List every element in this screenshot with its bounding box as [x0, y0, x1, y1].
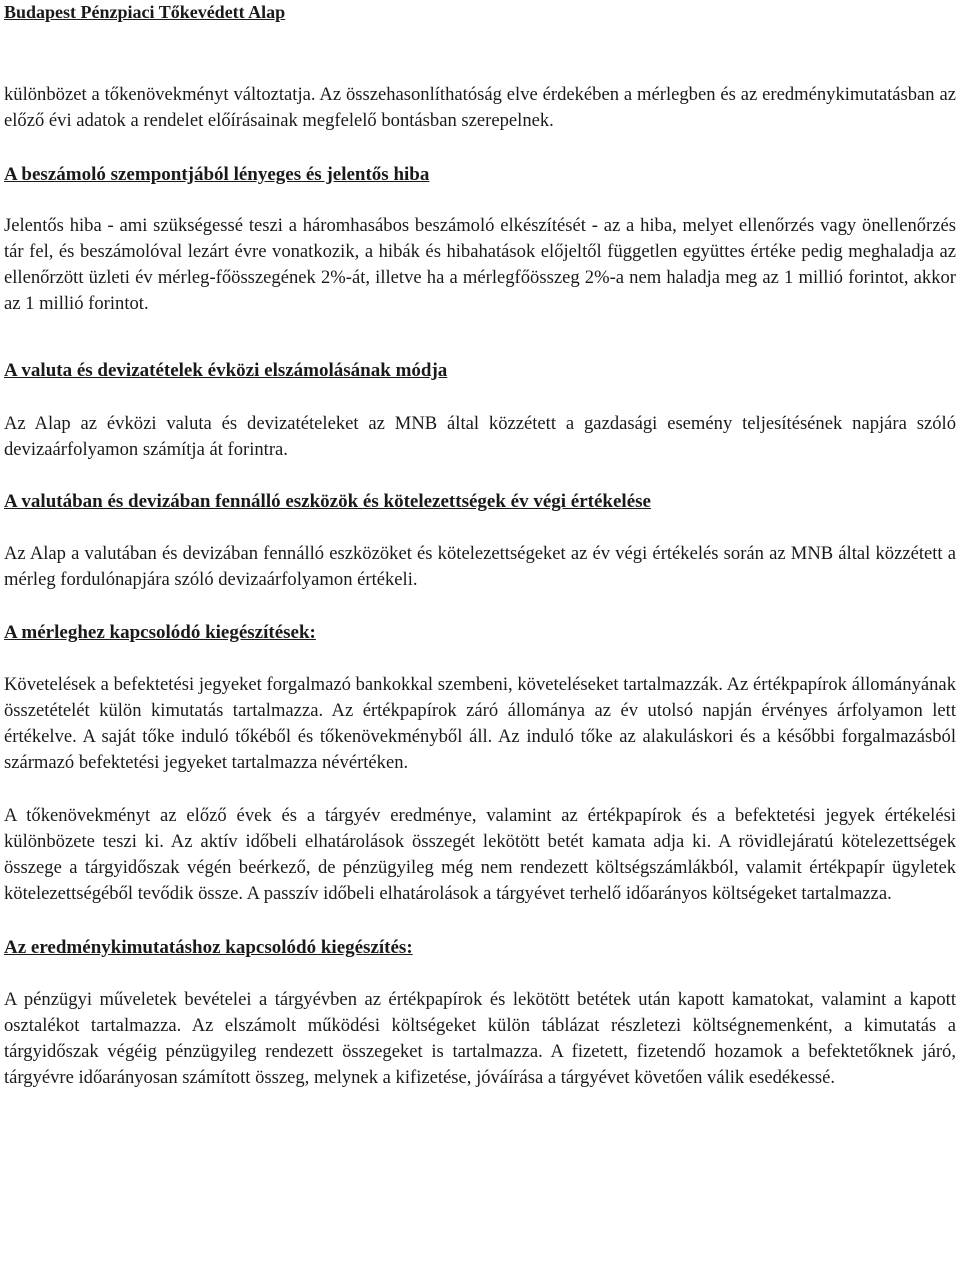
- paragraph-eredmenykimutatas: A pénzügyi műveletek bevételei a tárgyévben az értékpapírok és lekötött betétek után kapott kamatokat, valamint a kapott osztalékot tartalmazza. Az elszámolt működési költségeket külön táblázat részletezi költségnemenként, a kimutatás a tárgyidőszak végéig pénzügyileg rendezett összegeket is tartalmazza. A fizetett, fizetendő hozamok a befektetőknek járó, tárgyévre időarányosan számított összeg, melynek a kifizetése, jóváírása a tárgyévet követően válik esedékessé.: [4, 989, 956, 1088]
- paragraph-merleg-kiegeszitesek-1: Követelések a befektetési jegyeket forgalmazó bankokkal szembeni, követeléseket tartalmazzák. Az értékpapírok állományának összetételét külön kimutatás tartalmazza. Az értékpapírok záró állománya az év utolsó napján érvényes árfolyamon lett értékelve. A saját tőke induló tőkéből és tőkenövekményből áll. Az induló tőke az alakuláskori és a későbbi forgalmazásból származó befektetési jegyeket tartalmazza névértéken.: [4, 674, 956, 773]
- section-heading-jelentos-hiba: A beszámoló szempontjából lényeges és jelentős hiba: [4, 164, 430, 185]
- running-header-title: Budapest Pénzpiaci Tőkevédett Alap: [4, 2, 286, 22]
- paragraph-merleg-kiegeszitesek-2: A tőkenövekményt az előző évek és a tárgyév eredménye, valamint az értékpapírok és a befektetési jegyek értékelési különbözete teszi ki. Az aktív időbeli elhatárolások összegét lekötött betét kamata adja ki. A rövidlejáratú kötelezettségek összege a tárgyidőszak végén beérkező, de pénzügyileg még nem rendezett költségszámlákból, valamit értékpapír ügyletek kötelezettségéből tevődik össze. A passzív időbeli elhatárolások a tárgyévet terhelő időarányos költségeket tartalmazza.: [4, 805, 956, 904]
- section-heading-merleg-kiegeszitesek: A mérleghez kapcsolódó kiegészítések:: [4, 622, 316, 643]
- paragraph-jelentos-hiba: Jelentős hiba - ami szükségessé teszi a háromhasábos beszámoló elkészítését - az a hiba, melyet ellenőrzés vagy önellenőrzés tár fel, és beszámolóval lezárt évre vonatkozik, a hibák és hibahatások előjeltől független együttes értéke pedig meghaladja az ellenőrzött üzleti év mérleg-főösszegének 2%-át, illetve ha a mérlegfőösszeg 2%-a nem haladja meg az 1 millió forintot, akkor az 1 millió forintot.: [4, 215, 956, 314]
- section-heading-ev-vegi-ertekeles: A valutában és devizában fennálló eszközök és kötelezettségek év végi értékelése: [4, 491, 651, 512]
- paragraph-ev-vegi-ertekeles: Az Alap a valutában és devizában fennálló eszközöket és kötelezettségeket az év végi értékelés során az MNB által közzétett a mérleg fordulónapjára szóló devizaárfolyamon értékeli.: [4, 543, 956, 590]
- paragraph-intro: különbözet a tőkenövekményt változtatja. Az összehasonlíthatóság elve érdekében a mérlegben és az eredménykimutatásban az előző évi adatok a rendelet előírásainak megfelelő bontásban szerepelnek.: [4, 84, 956, 131]
- section-heading-eredmenykimutatas: Az eredménykimutatáshoz kapcsolódó kiegészítés:: [4, 937, 413, 958]
- paragraph-valuta-evkozi: Az Alap az évközi valuta és devizatételeket az MNB által közzétett a gazdasági esemény teljesítésének napjára szóló devizaárfolyamon számítja át forintra.: [4, 413, 956, 460]
- section-heading-valuta-evkozi: A valuta és devizatételek évközi elszámolásának módja: [4, 360, 448, 381]
- document-page: [4, 0, 956, 1091]
